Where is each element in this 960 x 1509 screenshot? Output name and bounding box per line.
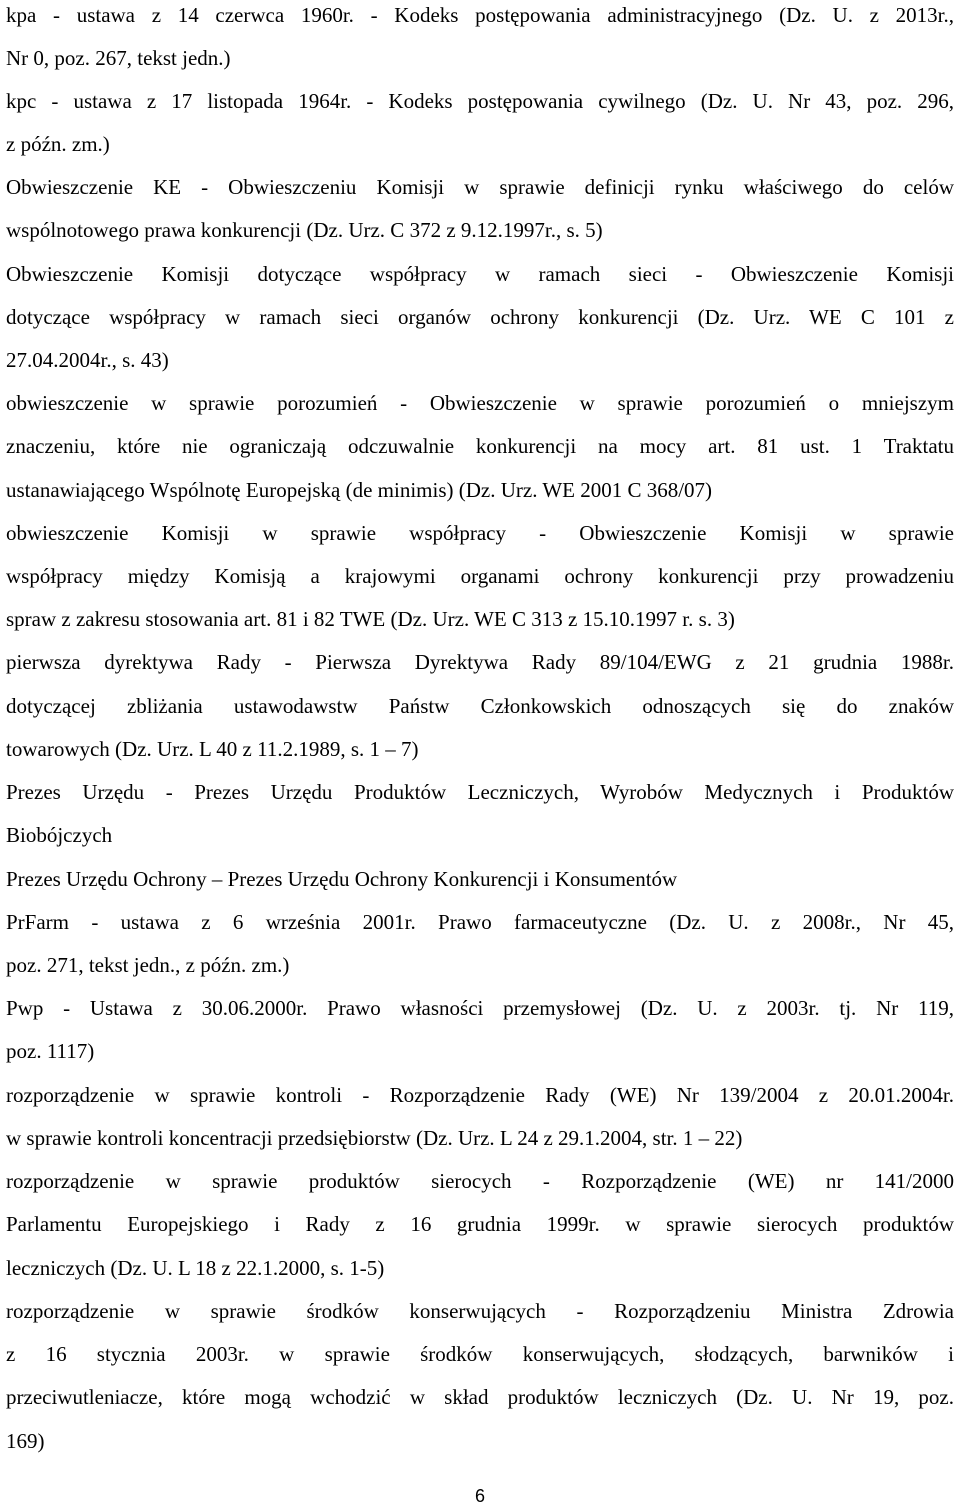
entry-line: poz. 1117) — [6, 1039, 95, 1063]
entry-line: przeciwutleniacze, które mogą wchodzić w skład produktów leczniczych (Dz. U. Nr 19, poz. — [6, 1385, 954, 1409]
entry-line: towarowych (Dz. Urz. L 40 z 11.2.1989, s. 1 – 7) — [6, 737, 419, 761]
entry-line: Biobójczych — [6, 823, 113, 847]
entry-line: dotyczące współpracy w ramach sieci organów ochrony konkurencji (Dz. Urz. WE C 101 z — [6, 305, 954, 329]
entry-line: kpa - ustawa z 14 czerwca 1960r. - Kodeks postępowania administracyjnego (Dz. U. z 2013r., — [6, 3, 954, 27]
entry-line: Pwp - Ustawa z 30.06.2000r. Prawo własności przemysłowej (Dz. U. z 2003r. tj. Nr 119, — [6, 996, 954, 1020]
entry-line: PrFarm - ustawa z 6 września 2001r. Prawo farmaceutyczne (Dz. U. z 2008r., Nr 45, — [6, 910, 954, 934]
entry-line: z 16 stycznia 2003r. w sprawie środków konserwujących, słodzących, barwników i — [6, 1342, 954, 1366]
entry-line: leczniczych (Dz. U. L 18 z 22.1.2000, s. 1-5) — [6, 1256, 385, 1280]
entry-line: pierwsza dyrektywa Rady - Pierwsza Dyrektywa Rady 89/104/EWG z 21 grudnia 1988r. — [6, 650, 954, 674]
entry-line: Nr 0, poz. 267, tekst jedn.) — [6, 46, 231, 70]
entry-line: 27.04.2004r., s. 43) — [6, 348, 169, 372]
entry-line: rozporządzenie w sprawie kontroli - Rozporządzenie Rady (WE) Nr 139/2004 z 20.01.2004r. — [6, 1083, 954, 1107]
entry-line: dotyczącej zbliżania ustawodawstw Państw Członkowskich odnoszących się do znaków — [6, 694, 954, 718]
entry-line: Obwieszczenie Komisji dotyczące współpracy w ramach sieci - Obwieszczenie Komisji — [6, 262, 954, 286]
entry-line: Prezes Urzędu - Prezes Urzędu Produktów Leczniczych, Wyrobów Medycznych i Produktów — [6, 780, 954, 804]
entry-line: z późn. zm.) — [6, 132, 110, 156]
entry-line: ustanawiającego Wspólnotę Europejską (de minimis) (Dz. Urz. WE 2001 C 368/07) — [6, 478, 713, 502]
entry-line: Parlamentu Europejskiego i Rady z 16 grudnia 1999r. w sprawie sierocych produktów — [6, 1212, 954, 1236]
entry-line: w sprawie kontroli koncentracji przedsiębiorstw (Dz. Urz. L 24 z 29.1.2004, str. 1 – 22) — [6, 1126, 743, 1150]
entry-line: spraw z zakresu stosowania art. 81 i 82 TWE (Dz. Urz. WE C 313 z 15.10.1997 r. s. 3) — [6, 607, 735, 631]
entry-line: znaczeniu, które nie ograniczają odczuwalnie konkurencji na mocy art. 81 ust. 1 Traktatu — [6, 434, 954, 458]
entry-line: poz. 271, tekst jedn., z późn. zm.) — [6, 953, 290, 977]
entry-line: współpracy między Komisją a krajowymi organami ochrony konkurencji przy prowadzeniu — [6, 564, 954, 588]
entry-line: wspólnotowego prawa konkurencji (Dz. Urz. C 372 z 9.12.1997r., s. 5) — [6, 218, 603, 242]
entry-line: rozporządzenie w sprawie produktów sierocych - Rozporządzenie (WE) nr 141/2000 — [6, 1169, 954, 1193]
entry-line: obwieszczenie Komisji w sprawie współpracy - Obwieszczenie Komisji w sprawie — [6, 521, 954, 545]
entry-line: obwieszczenie w sprawie porozumień - Obwieszczenie w sprawie porozumień o mniejszym — [6, 391, 954, 415]
entry-line: 169) — [6, 1429, 45, 1453]
entry-line: Prezes Urzędu Ochrony – Prezes Urzędu Ochrony Konkurencji i Konsumentów — [6, 867, 678, 891]
page-number: 6 — [474, 1486, 485, 1506]
entry-line: rozporządzenie w sprawie środków konserwujących - Rozporządzeniu Ministra Zdrowia — [6, 1299, 954, 1323]
entry-line: kpc - ustawa z 17 listopada 1964r. - Kodeks postępowania cywilnego (Dz. U. Nr 43, poz. 296, — [6, 89, 954, 113]
entry-line: Obwieszczenie KE - Obwieszczeniu Komisji w sprawie definicji rynku właściwego do celów — [6, 175, 954, 199]
